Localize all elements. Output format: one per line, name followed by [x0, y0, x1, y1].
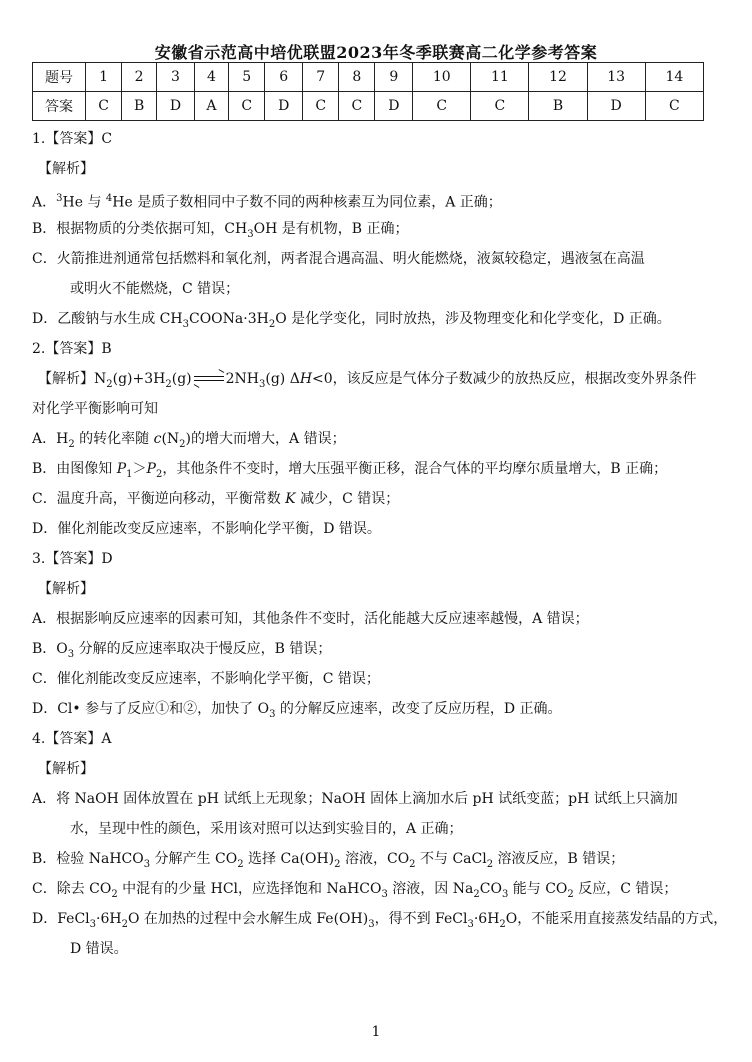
table-row-numbers	[33, 63, 704, 92]
subscript: 1	[126, 468, 133, 480]
subscript: 3	[381, 888, 388, 900]
question-2-jiexi-cont: 对化学平衡影响可知	[32, 401, 158, 417]
question-4-option-b	[32, 844, 722, 874]
italic-var: c	[153, 431, 162, 447]
subscript: 2	[121, 918, 128, 930]
table-cell: C	[229, 92, 265, 121]
text: (g)	[171, 371, 192, 387]
text: D．FeCl	[32, 911, 90, 927]
question-1-jiexi: 【解析】	[38, 161, 94, 177]
table-cell: C	[413, 92, 471, 121]
page-number: 1	[371, 1024, 381, 1040]
subscript: 2	[106, 378, 113, 390]
question-3-option-a: A．根据影响反应速率的因素可知，其他条件不变时，活化能越大反应速率越慢，A 错误；	[32, 611, 589, 627]
table-cell: 10	[413, 63, 471, 92]
table-cell: D	[157, 92, 195, 121]
table-cell: B	[122, 92, 157, 121]
subscript: 2	[268, 318, 276, 330]
text: 能与 CO	[508, 881, 568, 897]
subscript: 3	[368, 918, 375, 930]
text: <0，该反应是气体分子数减少的放热反应，根据改变外界条件	[312, 371, 697, 387]
text: 反应，C 错误；	[573, 881, 678, 897]
text: B．O	[32, 641, 68, 657]
text: B．根据物质的分类依据可知，CH	[32, 221, 248, 237]
superscript: 3	[56, 193, 63, 204]
text: 溶液反应，B 错误；	[493, 851, 625, 867]
table-cell: C	[303, 92, 339, 121]
text: D．Cl• 参与了反应①和②，加快了 O	[32, 701, 270, 717]
table-cell: 7	[303, 63, 339, 92]
text: 溶液，CO	[340, 851, 410, 867]
text: He 与	[62, 194, 106, 211]
answer-explanations	[32, 124, 728, 964]
italic-var: H	[299, 371, 313, 387]
table-cell: C	[645, 92, 703, 121]
text: O，不能采用直接蒸发结晶的方式，	[505, 911, 728, 927]
text: (g)+3H	[112, 371, 166, 387]
table-cell: C	[471, 92, 529, 121]
text: 【解析】N	[38, 371, 107, 387]
table-cell: 4	[194, 63, 228, 92]
question-3-answer: 3.【答案】D	[32, 551, 113, 567]
question-3-option-c: C．催化剂能改变反应速率，不影响化学平衡，C 错误；	[32, 671, 380, 687]
table-cell: C	[86, 92, 122, 121]
text: 的转化率随	[74, 431, 154, 447]
question-1-option-a	[32, 184, 722, 214]
text: ·6H	[473, 911, 500, 927]
question-2-option-d: D．催化剂能改变反应速率，不影响化学平衡，D 错误。	[32, 521, 381, 537]
table-cell: D	[265, 92, 303, 121]
question-1-answer: 1.【答案】C	[32, 131, 113, 147]
text: 分解产生 CO	[150, 851, 238, 867]
subscript: 2	[237, 858, 244, 870]
text: (g) Δ	[265, 371, 300, 387]
question-2-jiexi	[32, 364, 722, 394]
table-cell: C	[339, 92, 375, 121]
table-cell: 5	[229, 63, 265, 92]
superscript: 4	[105, 193, 113, 204]
table-cell: 9	[375, 63, 413, 92]
text: D．乙酸钠与水生成 CH	[32, 311, 183, 327]
subscript: 2	[409, 858, 416, 870]
question-4-option-c	[32, 874, 722, 904]
table-header-cell: 答案	[33, 92, 86, 121]
table-cell: 6	[265, 63, 303, 92]
subscript: 2	[499, 918, 506, 930]
table-row-answers	[33, 92, 704, 121]
text: B．由图像知	[32, 461, 117, 477]
text: A．	[32, 194, 57, 211]
subscript: 3	[182, 318, 189, 330]
subscript: 3	[67, 648, 75, 660]
subscript: 2	[179, 438, 186, 450]
subscript: 2	[334, 858, 341, 870]
text: (N	[161, 431, 180, 447]
question-4-option-a: A．将 NaOH 固体放置在 pH 试纸上无现象；NaOH 固体上滴加水后 pH 试纸变蓝；pH 试纸上只滴加	[32, 791, 678, 807]
question-1-option-d	[32, 304, 722, 334]
question-4-jiexi: 【解析】	[38, 761, 94, 777]
subscript: 2	[486, 858, 494, 870]
question-2-option-b	[32, 454, 722, 484]
table-cell: 13	[587, 63, 645, 92]
question-1-option-b	[32, 214, 722, 244]
question-2-answer: 2.【答案】B	[32, 341, 112, 357]
question-4-answer: 4.【答案】A	[32, 731, 112, 747]
text: 的分解反应速率，改变了反应历程，D 正确。	[275, 701, 562, 717]
text: O 在加热的过程中会水解生成 Fe(OH)	[127, 911, 369, 927]
text: 不与 CaCl	[415, 851, 487, 867]
subscript: 3	[143, 858, 151, 870]
subscript: 2	[68, 438, 75, 450]
subscript: 3	[269, 708, 276, 720]
answer-table	[32, 62, 704, 121]
question-1-option-c: C．火箭推进剂通常包括燃料和氧化剂，两者混合遇高温、明火能燃烧，液氮较稳定，遇液氢在高温	[32, 251, 645, 267]
text: 选择 Ca(OH)	[243, 851, 335, 867]
text: O 是化学变化，同时放热，涉及物理变化和化学变化，D 正确。	[275, 311, 671, 327]
table-cell: 11	[471, 63, 529, 92]
text: C．温度升高，平衡逆向移动，平衡常数	[32, 491, 286, 507]
subscript: 2	[155, 468, 163, 480]
text: OH 是有机物，B 正确；	[253, 221, 409, 237]
table-cell: 12	[529, 63, 587, 92]
italic-var: P	[116, 461, 127, 477]
table-cell: 2	[122, 63, 157, 92]
text: COONa·3H	[188, 311, 269, 327]
subscript: 3	[247, 228, 254, 240]
question-1-option-c-cont: 或明火不能燃烧，C 错误；	[70, 281, 240, 297]
text: ，得不到 FeCl	[374, 911, 468, 927]
text: B．检验 NaHCO	[32, 851, 144, 867]
subscript: 3	[89, 918, 97, 930]
question-3-jiexi: 【解析】	[38, 581, 94, 597]
table-cell: 1	[86, 63, 122, 92]
table-cell: 3	[157, 63, 195, 92]
question-4-option-a-cont: 水，呈现中性的颜色，采用该对照可以达到实验目的，A 正确；	[70, 821, 463, 837]
subscript: 3	[259, 378, 266, 390]
question-4-option-d	[32, 904, 728, 934]
table-cell: D	[375, 92, 413, 121]
italic-var: K	[285, 491, 296, 507]
subscript: 3	[501, 888, 509, 900]
italic-var: P	[146, 461, 156, 477]
question-3-option-b	[32, 634, 722, 664]
text: 中混有的少量 HCl，应选择饱和 NaHCO	[117, 881, 382, 897]
subscript: 2	[473, 888, 480, 900]
text: 分解的反应速率取决于慢反应，B 错误；	[74, 641, 332, 657]
question-3-option-d	[32, 694, 722, 724]
text: 溶液，因 Na	[387, 881, 474, 897]
page-title: 安徽省示范高中培优联盟2023年冬季联赛高二化学参考答案	[154, 43, 598, 62]
table-cell: B	[529, 92, 587, 121]
text: )的增大而增大，A 错误；	[185, 431, 346, 447]
subscript: 2	[567, 888, 574, 900]
text: CO	[479, 881, 502, 897]
text: 2NH	[225, 371, 259, 387]
table-cell: 14	[645, 63, 703, 92]
text: ，其他条件不变时，增大压强平衡正移，混合气体的平均摩尔质量增大，B 正确；	[162, 461, 668, 477]
question-2-option-a	[32, 424, 722, 454]
text: C．除去 CO	[32, 881, 112, 897]
table-cell: 8	[339, 63, 375, 92]
question-2-option-c	[32, 484, 722, 514]
subscript: 2	[111, 888, 118, 900]
text: A．H	[32, 431, 69, 447]
subscript: 2	[165, 378, 172, 390]
text: ＞	[132, 461, 147, 477]
table-cell: D	[587, 92, 645, 121]
table-header-cell: 题号	[33, 63, 86, 92]
text: He 是质子数相同中子数不同的两种核素互为同位素，A 正确；	[112, 194, 502, 211]
table-cell: A	[194, 92, 228, 121]
question-4-option-d-cont: D 错误。	[70, 941, 128, 957]
text: ·6H	[96, 911, 122, 927]
subscript: 3	[467, 918, 474, 930]
equilibrium-arrow-icon	[194, 374, 224, 384]
text: 减少，C 错误；	[295, 491, 400, 507]
